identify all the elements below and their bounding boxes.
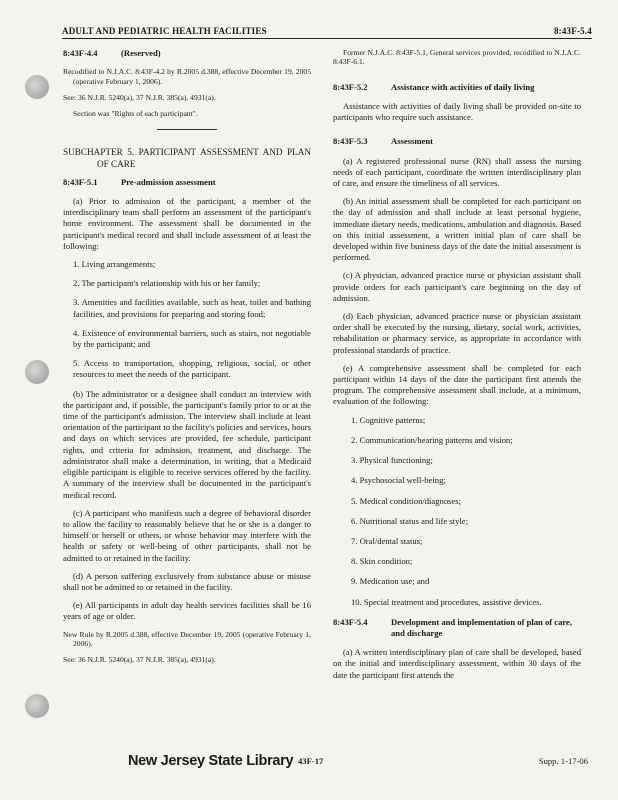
history-note: See: 36 N.J.R. 5240(a), 37 N.J.R. 385(a), 4931(a). [63,655,216,665]
paragraph: (d) A person suffering exclusively from substance abuse or misuse shall not be admitted to or retained in the facility. [63,570,311,592]
section-heading-5-3: 8:43F-5.3 Assessment [333,136,434,147]
paragraph: (b) The administrator or a designee shall conduct an interview with the participant and, if possible, the participant's family prior to or at the time of the participant's admission. The interview shall include at least orientation of the participant to the facility's policies and services, hours and days on which services are provided, fee schedule, participant rights, and criteria for admission, treatment, and discharge. The administrator shall make a determination, in writing, that a Medicaid eligible participant is eligible to receive services offered by the facility. A summary of the interview shall be documented in the participant's medical record. [63,388,311,500]
history-note: See: 36 N.J.R. 5240(a), 37 N.J.R. 385(a), 4931(a). [63,93,216,103]
list-item: 5. Access to transportation, shopping, religious, social, or other resources to meet the needs of the participant. [73,358,311,380]
section-heading-4-4: 8:43F-4.4 (Reserved) [63,48,161,58]
binder-hole [25,360,49,384]
paragraph: (a) A registered professional nurse (RN) shall assess the nursing needs of each participant, coordinate the written interdisciplinary plan of care, and ensure the timeliness of all services. [333,155,581,189]
paragraph: (a) A written interdisciplinary plan of care shall be developed, based on the initial and interdisciplinary assessment, within 30 days of the date the participant first attends the [333,647,581,680]
paragraph: (d) Each physician, advanced practice nurse or physician assistant order shall be executed by the nursing, dietary, social work, activities, rehabilitation or pharmacy service, as appropriate in accordance with professional standards of practice. [333,311,581,355]
list [333,415,581,608]
page-footer [0,753,618,773]
list-item: 5. Medical condition/diagnoses; [351,495,462,506]
list [63,259,311,381]
paragraph: (e) A comprehensive assessment shall be completed for each participant within 14 days of the date the participant first attends the program. The comprehensive assessment shall include, at a minimum, evaluation of the following: [333,362,581,407]
section-heading-5-1: 8:43F-5.1 Pre-admission assessment [63,176,216,187]
list-item: 4. Existence of environmental barriers, such as stairs, not negotiable by the participant; and [73,327,311,350]
history-note: Former N.J.A.C. 8:43F-5.1, General services provided, recodified to N.J.A.C. 8:43F-6.1. [333,48,581,67]
paragraph: (a) Prior to admission of the participant, a member of the interdisciplinary team shall perform an assessment of the participant's home environment. The assessment shall be documented in the participant's medical record and shall include assessment of at least the following: [63,196,311,251]
history-note: Section was "Rights of each participant". [73,109,198,119]
section-heading-5-4: 8:43F-5.4 Development and implementation of plan of care, and discharge [333,616,573,638]
binder-hole [25,694,49,718]
paragraph: (e) All participants in adult day health services facilities shall be 16 years of age or older. [63,600,311,622]
binder-hole [25,75,49,99]
list-item: 8. Skin condition; [351,556,413,567]
section-heading-5-2: 8:43F-5.2 Assistance with activities of daily living [333,81,535,92]
list-item: 7. Oral/dental status; [351,535,423,546]
list-item: 3. Physical functioning; [351,455,433,466]
paragraph: (c) A participant who manifests such a degree of behavioral disorder to allow the facility to reasonably believe that he or she is a danger to himself or herself or others, or whose behavior may interfere with the health or safety or well-being of other participants, shall not be admitted to or retained in the facility. [63,507,311,563]
subchapter-title: SUBCHAPTER 5. PARTICIPANT ASSESSMENT AND PLAN OF CARE [63,146,311,169]
list-item: 3. Amenities and facilities available, such as heat, toilet and bathing facilities, and provisions for preparing and storing food; [73,297,311,319]
right-column [333,48,581,688]
divider [157,129,217,130]
paragraph: (c) A physician, advanced practice nurse or physician assistant shall provide orders for each participant's care beginning on the day of admission. [333,270,581,303]
list-item: 2. The participant's relationship with his or her family; [73,278,261,289]
list-item: 6. Nutritional status and life style; [351,515,468,526]
page-number: 43F-17 [298,756,324,766]
list-item: 1. Cognitive patterns; [351,414,426,425]
list-item: 1. Living arrangements; [73,259,156,270]
header-title: ADULT AND PEDIATRIC HEALTH FACILITIES [62,26,267,36]
library-watermark: New Jersey State Library [128,753,294,769]
list-item: 9. Medication use; and [351,576,430,587]
header-section: 8:43F-5.4 [553,26,592,36]
header-rule [62,38,592,39]
history-note: Recodified to N.J.A.C. 8:43F-4.2 by R.2005 d.388, effective December 19, 2005 (operative February 1, 2006). [63,67,311,86]
list-item: 4. Psychosocial well-being; [351,475,446,486]
history-note: New Rule by R.2005 d.388, effective December 19, 2005 (operative February 1, 2006). [63,629,311,648]
list-item: 10. Special treatment and procedures, assistive devices. [351,596,542,607]
list-item: 2. Communication/hearing patterns and vision; [351,434,513,445]
left-column [63,48,311,672]
paragraph: (b) An initial assessment shall be completed for each participant on the day of admission and shall include at least personal hygiene, immediate dietary needs, medications, ambulation and diagnosis. Based on this initial assessment, a written initial plan of care shall be developed within five business days of the date the initial assessment is performed. [333,196,581,263]
paragraph: Assistance with activities of daily living shall be provided on-site to participants who require such assistance. [333,101,581,123]
supplement-date: Supp. 1-17-06 [538,756,588,766]
